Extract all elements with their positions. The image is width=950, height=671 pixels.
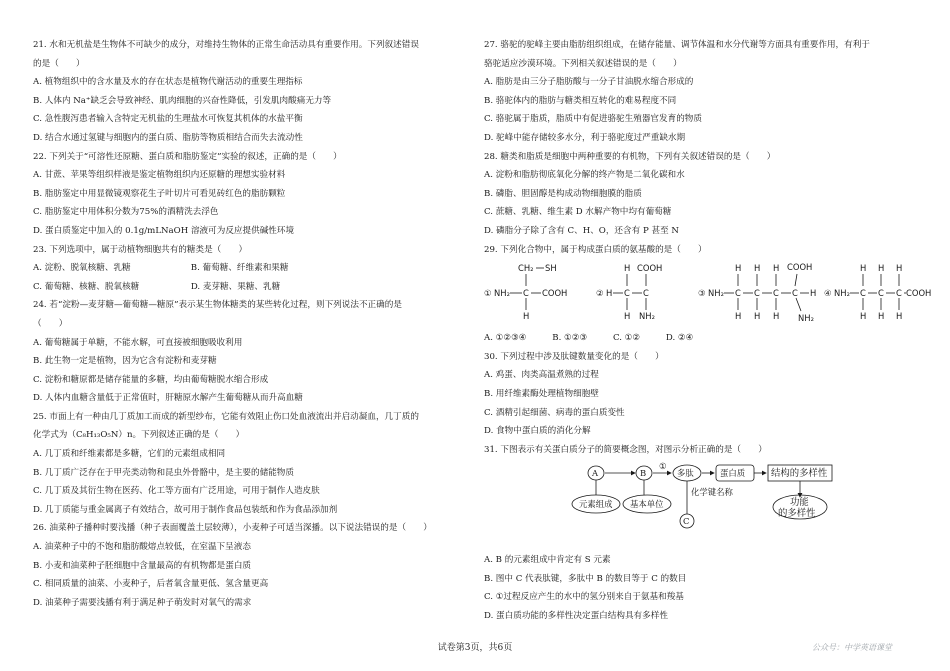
right-top-line: 骆驼适应沙漠环境。下列相关叙述错误的是（ ） <box>484 58 682 69</box>
left-column-line: B. 几丁质广泛存在于甲壳类动物和昆虫外骨骼中，是主要的储能物质 <box>33 467 294 478</box>
molecule-2-cooh: COOH <box>637 263 663 274</box>
left-column <box>33 36 465 612</box>
right-top-line: 28. 糖类和脂质是细胞中两种重要的有机物，下列有关叙述错误的是（ ） <box>484 151 776 162</box>
left-column-line: B. 小麦和油菜种子胚细胞中含量最高的有机物都是蛋白质 <box>33 560 252 571</box>
right-bottom-line: B. 图中 C 代表肽键，多肽中 B 的数目等于 C 的数目 <box>484 573 687 584</box>
node-polypeptide: 多肽 <box>677 468 694 479</box>
molecule-3-cooh: COOH <box>787 262 813 273</box>
page-footer: 试卷第3页，共6页 <box>437 643 513 653</box>
right-mid-line: B. 用纤维素酶处理植物细胞壁 <box>484 388 599 399</box>
left-column-line: 24. 若“淀粉—麦芽糖—葡萄糖—糖原”表示某生物体糖类的某些转化过程，则下列说法不正确的是 <box>33 300 402 311</box>
molecule-4-c1: C <box>860 288 866 299</box>
right-top-line: B. 骆驼体内的脂肪与糖类相互转化的难易程度不同 <box>484 95 677 106</box>
molecule-1-h: H <box>523 311 530 322</box>
left-column-line: C. 葡萄糖、核糖、脱氧核糖 D. 麦芽糖、果糖、乳糖 <box>33 281 281 292</box>
left-column-line: B. 脂肪鉴定中用显微镜观察花生子叶切片可看见砖红色的脂肪颗粒 <box>33 188 286 199</box>
molecule-1-nh2: NH₂ <box>494 288 510 299</box>
node-function-2: 的多样性 <box>778 508 816 520</box>
molecule-2-h-bottom: H <box>624 311 631 322</box>
molecule-3-label: ③ <box>698 288 706 299</box>
left-column-line: B. 此生物一定是植物，因为它含有淀粉和麦芽糖 <box>33 356 217 367</box>
protein-concept-map-svg <box>484 461 924 549</box>
left-column-line: A. 植物组织中的含水量及水的存在状态是植物代谢活动的重要生理指标 <box>33 77 303 88</box>
left-column-line: 21. 水和无机盐是生物体不可缺少的成分，对维持生物体的正常生命活动具有重要作用。下列叙述错误 <box>33 40 419 50</box>
node-basic-unit: 基本单位 <box>630 499 664 510</box>
left-column-line: D. 人体内血糖含量低于正常值时，肝糖原水解产生葡萄糖从而升高血糖 <box>33 393 303 404</box>
right-mid-line: A. ①②③④ B. ①②③ C. ①② D. ②④ <box>484 333 694 344</box>
right-bottom-line: C. ①过程反应产生的水中的氢分别来自于氨基和羧基 <box>484 592 684 603</box>
molecule-4 <box>824 263 931 321</box>
watermark: 公众号：中学英语课堂 <box>812 643 892 652</box>
left-column-line: A. 淀粉、脱氧核糖、乳糖 B. 葡萄糖、纤维素和果糖 <box>33 263 289 274</box>
node-element-composition: 元素组成 <box>579 499 613 510</box>
right-mid-line: 31. 下图表示有关蛋白质分子的简要概念图，对图示分析正确的是（ ） <box>484 444 767 455</box>
molecule-3-c2: C <box>754 288 760 299</box>
molecule-2-h: H <box>606 288 613 299</box>
molecule-1-sh: SH <box>545 263 557 274</box>
molecule-2-label: ② <box>596 288 604 299</box>
right-top-line: 27. 骆驼的驼峰主要由脂肪组织组成，在储存能量、调节体温和水分代谢等方面具有重要作用，有利于 <box>484 40 870 50</box>
left-column-line: 22. 下列关于“可溶性还原糖、蛋白质和脂肪鉴定”实验的叙述，正确的是（ ） <box>33 151 342 162</box>
right-column <box>484 36 932 626</box>
right-mid-line: C. 酒精引起细菌、病毒的蛋白质变性 <box>484 407 625 418</box>
left-column-line: B. 人体内 Na⁺缺乏会导致神经、肌肉细胞的兴奋性降低，引发肌肉酸痛无力等 <box>33 95 332 106</box>
molecule-3-h5: H <box>754 311 761 322</box>
molecule-1-c: C <box>523 288 529 299</box>
molecule-4-h1: H <box>860 263 867 274</box>
right-bottom-line: D. 蛋白质功能的多样性决定蛋白结构具有多样性 <box>484 611 668 622</box>
molecule-3-h6: H <box>773 311 780 322</box>
molecule-1-cooh: COOH <box>542 288 568 299</box>
step-1-label: ① <box>659 461 667 472</box>
amino-acid-structures-svg <box>484 261 932 327</box>
molecule-2-c: C <box>624 288 630 299</box>
left-column-line: （ ） <box>33 318 68 329</box>
node-structure-diversity: 结构的多样性 <box>771 468 828 480</box>
left-column-line: D. 蛋白质鉴定中加入的 0.1g/mLNaOH 溶液可为反应提供碱性环境 <box>33 225 295 236</box>
right-top-line: B. 磷脂、胆固醇是构成动物细胞膜的脂质 <box>484 188 642 199</box>
molecule-3-h3: H <box>773 263 780 274</box>
right-top-line: C. 蔗糖、乳糖、维生素 D 水解产物中均有葡萄糖 <box>484 207 672 218</box>
molecule-3-c4: C <box>792 288 798 299</box>
left-column-line: A. 油菜种子中的不饱和脂肪酸熔点较低，在室温下呈液态 <box>33 542 251 553</box>
molecule-2-nh2: NH₂ <box>639 311 655 322</box>
left-column-line: A. 葡萄糖属于单糖，不能水解，可直接被细胞吸收利用 <box>33 337 243 348</box>
molecule-2-c2: C <box>643 288 649 299</box>
molecule-2-h-top: H <box>624 263 631 274</box>
left-column-line: 26. 油菜种子播种时要浅播（种子表面覆盖土层较薄），小麦种子可适当深播。以下说法错误的是（ ） <box>33 523 432 534</box>
right-top-line: D. 磷脂分子除了含有 C、H、O，还含有 P 甚至 N <box>484 225 679 236</box>
node-a: A <box>592 468 599 479</box>
left-column-line: C. 急性腹泻患者输入含特定无机盐的生理盐水可恢复其机体的水盐平衡 <box>33 114 303 125</box>
molecule-2 <box>596 263 662 321</box>
molecule-4-h6: H <box>896 311 903 322</box>
left-column-line: C. 相同质量的油菜、小麦种子，后者氧含量更低、氢含量更高 <box>33 579 269 590</box>
left-column-line: 的是（ ） <box>33 58 85 69</box>
amino-acid-structures <box>484 261 932 327</box>
bond-name-label: 化学键名称 <box>691 487 733 498</box>
right-column-bottom <box>484 551 924 625</box>
molecule-3-c1: C <box>735 288 741 299</box>
molecule-3-c3: C <box>773 288 779 299</box>
protein-concept-map <box>484 461 924 549</box>
left-column-line: 化学式为（C₈H₁₃O₅N）n。下列叙述正确的是（ ） <box>33 430 245 441</box>
molecule-4-h4: H <box>860 311 867 322</box>
node-function-1: 功能 <box>790 497 809 509</box>
molecule-4-h5: H <box>878 311 885 322</box>
right-top-line: 29. 下列化合物中，属于构成蛋白质的氨基酸的是（ ） <box>484 244 707 255</box>
right-top-line: A. 淀粉和脂肪彻底氧化分解的终产物是二氧化碳和水 <box>484 170 685 181</box>
node-c: C <box>683 516 690 527</box>
right-top-line: D. 驼峰中能存储较多水分，利于骆驼度过严重缺水期 <box>484 132 686 143</box>
node-b: B <box>640 468 647 479</box>
molecule-4-c2: C <box>878 288 884 299</box>
molecule-1-ch2: CH₂ <box>518 263 534 274</box>
left-column-line: C. 几丁质及其衍生物在医药、化工等方面有广泛用途，可用于制作人造皮肤 <box>33 486 320 497</box>
molecule-3-nh2: NH₂ <box>708 288 724 299</box>
right-bottom-line: A. B 的元素组成中肯定有 S 元素 <box>484 555 611 566</box>
molecule-4-h2: H <box>878 263 885 274</box>
right-mid-line: A. 鸡蛋、肉类高温煮熟的过程 <box>484 370 599 381</box>
left-column-line: 25. 市面上有一种由几丁质加工而成的新型纱布，它能有效阻止伤口处血液流出并启动凝血，几丁质的 <box>33 411 419 422</box>
right-mid-line: 30. 下列过程中涉及肽键数量变化的是（ ） <box>484 351 664 362</box>
molecule-3 <box>698 262 816 323</box>
left-column-line: C. 淀粉和糖原都是储存能量的多糖，均由葡萄糖脱水缩合形成 <box>33 374 269 385</box>
molecule-4-label: ④ <box>824 288 832 299</box>
molecule-4-h3: H <box>896 263 903 274</box>
molecule-1 <box>484 263 567 321</box>
right-mid-line: D. 食物中蛋白质的消化分解 <box>484 426 591 437</box>
left-column-line: A. 几丁质和纤维素都是多糖，它们的元素组成相同 <box>33 449 226 460</box>
left-column-line: D. 几丁质能与重金属离子有效结合，故可用于制作食品包装纸和作为食品添加剂 <box>33 504 338 515</box>
right-top-line: C. 骆驼属于脂质，脂质中有促进骆驼生殖器官发育的物质 <box>484 114 702 125</box>
molecule-4-cooh: COOH <box>906 288 932 299</box>
right-top-line: A. 脂肪是由三分子脂肪酸与一分子甘油脱水缩合形成的 <box>484 77 694 88</box>
right-column-middle <box>484 329 924 459</box>
molecule-4-nh2: NH₂ <box>834 288 850 299</box>
molecule-3-h2: H <box>754 263 761 274</box>
left-column-line: C. 脂肪鉴定中用体积分数为75%的酒精洗去浮色 <box>33 207 219 218</box>
left-column-line: 23. 下列选项中，属于动植物细胞共有的糖类是（ ） <box>33 244 248 255</box>
molecule-1-label: ① <box>484 288 492 299</box>
molecule-3-h1: H <box>735 263 742 274</box>
left-column-line: A. 甘蔗、苹果等组织样液是鉴定植物组织内还原糖的理想实验材料 <box>33 170 286 181</box>
molecule-3-bottom-nh2: NH₂ <box>798 313 814 324</box>
molecule-3-h-end: H <box>810 288 817 299</box>
right-column-top <box>484 36 924 259</box>
left-column-line: D. 结合水通过氢键与细胞内的蛋白质、脂肪等物质相结合而失去流动性 <box>33 132 303 143</box>
left-column-line: D. 油菜种子需要浅播有利于满足种子萌发时对氧气的需求 <box>33 597 252 608</box>
molecule-4-c3: C <box>896 288 902 299</box>
node-protein: 蛋白质 <box>720 468 746 479</box>
molecule-3-h4: H <box>735 311 742 322</box>
